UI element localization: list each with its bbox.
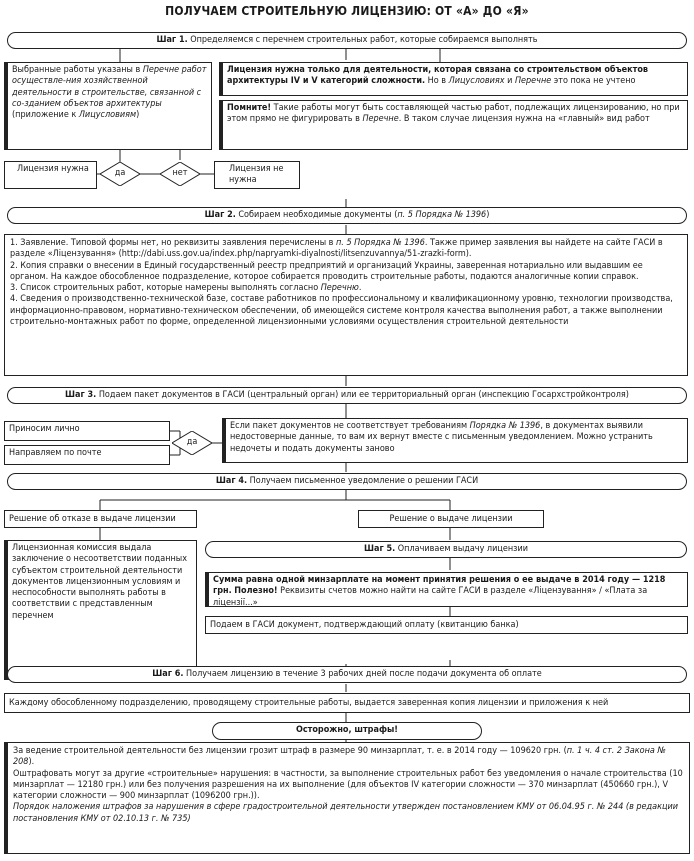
send-by-mail-box	[4, 445, 170, 465]
works-listed-box	[4, 62, 212, 150]
works-text-2: Перечне работ осуществле-ния хозяйственной деятельности в строительстве, связанной с со-зданием объектов архитектуры	[12, 65, 207, 109]
step3-yes-label: да	[186, 437, 198, 447]
fines-3i: Порядок наложения штрафов за нарушения в сфере градостроительной деятельности утвержден постановлением КМУ от 06.04.95 г. № 244 (в редакции постановления КМУ от 02.10.13 г. № 735)	[13, 802, 679, 824]
remember-bold: Помните!	[227, 103, 272, 113]
refusal-details-box	[4, 540, 197, 680]
license-copy-box	[4, 693, 690, 713]
doc-item-1	[10, 238, 682, 261]
refusal-decision-label: Решение об отказе в выдаче лицензии	[9, 514, 176, 524]
license-not-needed-label: Лицензия не нужна	[229, 164, 284, 186]
works-text-3: (приложение к	[12, 110, 79, 121]
grant-decision-box	[358, 510, 544, 528]
step-3-text: Подаем пакет документов в ГАСИ (центральный орган) или ее территориальный орган (инспекцию Госархстройконтроля)	[96, 390, 629, 400]
refusal-decision-box	[4, 510, 197, 528]
fines-warning-header	[212, 722, 482, 740]
doc-1i: п. 5 Порядка № 1396	[336, 238, 425, 248]
step-5-label: Шаг 5.	[364, 544, 396, 554]
yes-decision	[100, 162, 140, 186]
fines-1a: За ведение строительной деятельности без лицензии грозит штраф в размере 90 минзарплат, т. е. в 2014 году — 109620 грн. (	[13, 746, 567, 756]
step-2-header	[7, 207, 687, 224]
works-text-1: Выбранные работы указаны в	[12, 65, 143, 75]
fines-item-2: Оштрафовать могут за другие «строительные» нарушения: в частности, за выполнение строительных работ без уведомления о начале строительства (10 минзарплат — 12180 грн.) или без получения разрешения на их выполнение (для объектов IV категории сложности — 370 минзарплат (450660 грн.), V категории сложности — 900 минзарплат (1096200 грн.)).	[13, 768, 683, 802]
doc-item-4: 4. Сведения о производственно-технической базе, составе работников по профессиональному и квалификационному уровню, технологии производства, информационно-правовом, нормативно-техническом обеспечении, об имеющейся системе контроля качества выполнения работ, а также выполнении строительно-монтажных работ по форме, определенной лицензионными условиями осуществления строительной деятельности	[10, 294, 673, 328]
doc-3a: 3. Список строительных работ, которые намерены выполнять согласно	[10, 283, 321, 294]
send-by-mail-label: Направляем по почте	[9, 448, 102, 458]
step-1-header	[7, 32, 687, 49]
doc-3i: Перечню	[320, 283, 359, 294]
yes-label: да	[114, 168, 126, 178]
scope-text-3: это пока не учтено	[551, 76, 636, 87]
scope-text-2: и	[504, 76, 515, 87]
step-5-text: Оплачиваем выдачу лицензии	[395, 544, 528, 554]
step-6-label: Шаг 6.	[152, 669, 184, 679]
fines-details-box	[4, 742, 690, 854]
license-needed-label: Лицензия нужна	[17, 164, 89, 174]
scope-italic-1: Лицусловиях	[448, 76, 505, 87]
doc-3b: .	[358, 283, 362, 294]
scope-bold: Лицензия нужна только для деятельности, которая связана со строительством объектов архитектуры IV и V категорий сложности.	[227, 65, 649, 87]
bring-in-person-label: Приносим лично	[9, 424, 80, 434]
payment-document-box	[205, 616, 688, 634]
step3-yes-decision	[172, 431, 212, 455]
step-5-header	[205, 541, 687, 558]
license-needed-box	[4, 161, 97, 189]
works-text-4: Лицусловиям	[78, 110, 137, 121]
step-2-label: Шаг 2.	[204, 210, 236, 220]
documents-list	[4, 234, 688, 376]
note3-italic: Порядка № 1396	[469, 421, 541, 431]
refusal-details-text: Лицензионная комиссия выдала заключение о несоответствии поданных субъектом строительной деятельности документов лицензионным условиям и неспособности выполнять работы в соответствии с представленным перечнем	[12, 543, 187, 621]
page-title: ПОЛУЧАЕМ СТРОИТЕЛЬНУЮ ЛИЦЕНЗИЮ: ОТ «А» ДО «Я»	[165, 4, 529, 18]
fee-amount-bold: Сумма равна одной минзарплате на момент принятия решения о ее выдаче в 2014 году — 1218 грн.	[213, 575, 666, 597]
works-text-5: )	[136, 110, 140, 121]
doc-1b: . Также пример заявления вы найдете на сайте ГАСИ в разделе «Ліцензування» (http://dabi.uss.gov.ua/index.php/napryamki-diyalnosti/litsenzuvannya/51-zrazki-form).	[10, 238, 663, 260]
fines-1b: ).	[28, 757, 35, 768]
fines-1i: п. 1 ч. 4 ст. 2 Закона № 208	[13, 746, 666, 768]
step-3-header	[7, 387, 687, 404]
step-6-header	[7, 666, 687, 683]
note3-text-2: , в документах выявили недостоверные данные, то вам их вернут вместе с письменным уведомлением. Можно устранить недочеты и подать документы заново	[230, 421, 653, 454]
no-decision	[160, 162, 200, 186]
doc-item-2: 2. Копия справки о внесении в Единый государственный реестр предприятий и организаций Украины, заверенная нотариально или выдавшим ее органом. На каждое обособленное подразделение, которое собирается проводить строительные работы, подаются аналогичные копии справок.	[10, 260, 643, 282]
step-2-end: )	[486, 210, 490, 220]
scope-italic-2: Перечне	[514, 76, 552, 87]
step-2-text: Собираем необходимые документы (	[235, 210, 398, 220]
step-3-label: Шаг 3.	[65, 390, 97, 400]
fee-useful-text: Реквизиты счетов можно найти на сайте ГАСИ в разделе «Ліцензування» / «Плата за ліцензії...»	[213, 586, 648, 608]
fines-warning-label: Осторожно, штрафы!	[295, 725, 398, 735]
remember-italic: Перечне	[362, 114, 399, 125]
license-scope-note	[219, 62, 688, 96]
returned-documents-note	[222, 418, 688, 463]
fines-item-1	[13, 746, 684, 769]
fines-item-3	[13, 802, 684, 825]
bring-in-person-box	[4, 421, 170, 441]
step-4-header	[7, 473, 687, 490]
step-2-ref: п. 5 Порядка № 1396	[397, 210, 487, 220]
no-label: нет	[172, 168, 188, 178]
grant-decision-label: Решение о выдаче лицензии	[389, 514, 513, 524]
remember-text-2: . В таком случае лицензия нужна на «главный» вид работ	[398, 114, 650, 125]
doc-item-3	[10, 283, 682, 294]
fee-amount-note	[205, 572, 688, 607]
doc-1a: 1. Заявление. Типовой формы нет, но реквизиты заявления перечислены в	[10, 238, 337, 248]
remember-text-1: Такие работы могут быть составляющей частью работ, подлежащих лицензированию, но при этом прямо не фигурировать в	[227, 103, 680, 125]
step-1-label: Шаг 1.	[156, 35, 188, 45]
license-not-needed-box	[214, 161, 300, 189]
scope-text-1: Но в	[425, 76, 449, 87]
step-4-label: Шаг 4.	[215, 476, 248, 486]
payment-document-text: Подаем в ГАСИ документ, подтверждающий оплату (квитанцию банка)	[210, 620, 519, 630]
fee-useful-bold: Полезно!	[234, 586, 278, 597]
license-copy-text: Каждому обособленному подразделению, проводящему строительные работы, выдается заверенная копия лицензии и приложения к ней	[9, 698, 609, 708]
remember-note	[219, 100, 688, 150]
note3-text-1: Если пакет документов не соответствует требованиям	[230, 421, 470, 431]
step-6-text: Получаем лицензию в течение 3 рабочих дней после подачи документа об оплате	[183, 669, 542, 679]
step-1-text: Определяемся с перечнем строительных работ, которые собираемся выполнять	[190, 35, 538, 45]
step-4-text: Получаем письменное уведомление о решении ГАСИ	[247, 476, 479, 486]
